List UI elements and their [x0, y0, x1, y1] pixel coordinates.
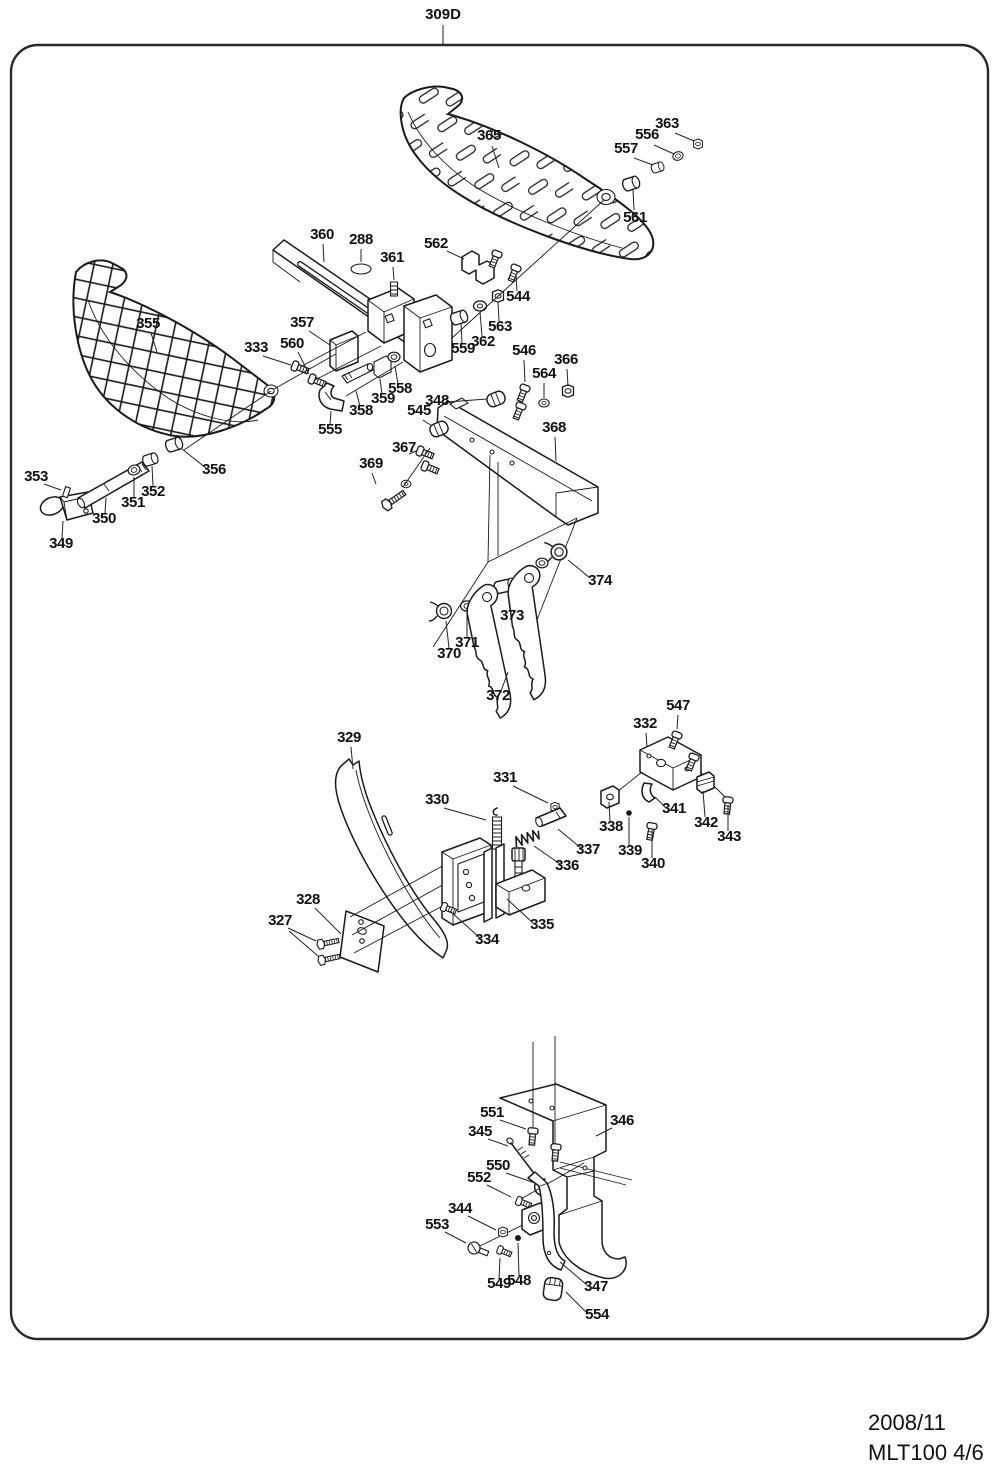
- part-label-545: 545: [407, 402, 431, 419]
- part-362-washer: [474, 301, 487, 311]
- part-label-334: 334: [475, 931, 499, 948]
- figure-id: 309D: [425, 6, 461, 23]
- part-label-374: 374: [588, 572, 612, 589]
- footer-date: 2008/11: [868, 1410, 946, 1435]
- part-label-557: 557: [614, 140, 638, 157]
- part-label-547: 547: [666, 697, 690, 714]
- part-label-347: 347: [584, 1278, 608, 1295]
- part-label-348: 348: [425, 392, 449, 409]
- part-label-363: 363: [655, 115, 679, 132]
- part-label-332: 332: [633, 715, 657, 732]
- part-338-clip-nut: [601, 786, 619, 808]
- part-label-558: 558: [388, 380, 412, 397]
- part-label-550: 550: [486, 1157, 510, 1174]
- part-label-552: 552: [467, 1169, 491, 1186]
- part-label-357: 357: [290, 314, 314, 331]
- part-label-370: 370: [437, 645, 461, 662]
- part-344-nut: [499, 1227, 508, 1237]
- part-label-560: 560: [280, 335, 304, 352]
- part-label-336: 336: [555, 857, 579, 874]
- part-label-328: 328: [296, 891, 320, 908]
- part-label-564: 564: [532, 365, 556, 382]
- part-label-362: 362: [471, 333, 495, 350]
- part-label-288: 288: [349, 231, 373, 248]
- part-label-553: 553: [425, 1216, 449, 1233]
- part-label-352: 352: [141, 483, 165, 500]
- part-label-554: 554: [585, 1306, 609, 1323]
- part-288-hole: [351, 264, 371, 274]
- part-label-366: 366: [554, 351, 578, 368]
- part-374-washer: [536, 558, 548, 568]
- part-label-369: 369: [359, 455, 383, 472]
- part-label-546: 546: [512, 342, 536, 359]
- part-label-327: 327: [268, 912, 292, 929]
- part-label-355: 355: [136, 315, 160, 332]
- part-label-551: 551: [480, 1104, 504, 1121]
- part-label-346: 346: [610, 1112, 634, 1129]
- part-label-339: 339: [618, 842, 642, 859]
- part-label-367: 367: [392, 439, 416, 456]
- part-label-365: 365: [477, 127, 501, 144]
- part-361-set-screw: [391, 282, 398, 296]
- part-label-555: 555: [318, 421, 342, 438]
- part-367-washer: [401, 480, 411, 488]
- part-label-561: 561: [623, 209, 647, 226]
- part-label-359: 359: [371, 390, 395, 407]
- part-366-nut: [563, 385, 574, 397]
- part-558-ring: [388, 352, 400, 362]
- part-564-washer: [539, 399, 549, 407]
- part-label-373: 373: [500, 607, 524, 624]
- part-label-349: 349: [49, 535, 73, 552]
- part-label-331: 331: [493, 769, 517, 786]
- part-label-340: 340: [641, 855, 665, 872]
- part-363-nut: [694, 139, 703, 149]
- part-label-333: 333: [244, 339, 268, 356]
- part-label-353: 353: [24, 468, 48, 485]
- part-label-549: 549: [487, 1275, 511, 1292]
- part-label-368: 368: [542, 419, 566, 436]
- part-label-329: 329: [337, 729, 361, 746]
- part-label-343: 343: [717, 828, 741, 845]
- part-label-335: 335: [530, 916, 554, 933]
- part-label-351: 351: [121, 494, 145, 511]
- part-label-544: 544: [506, 288, 530, 305]
- part-label-360: 360: [310, 226, 334, 243]
- part-548-pin: [515, 1235, 521, 1241]
- part-label-356: 356: [202, 461, 226, 478]
- part-label-548: 548: [507, 1272, 531, 1289]
- part-554-cap: [543, 1277, 564, 1301]
- part-label-556: 556: [635, 126, 659, 143]
- part-label-350: 350: [92, 510, 116, 527]
- part-label-559: 559: [451, 340, 475, 357]
- part-label-330: 330: [425, 791, 449, 808]
- part-label-344: 344: [448, 1200, 472, 1217]
- part-label-337: 337: [576, 841, 600, 858]
- part-label-361: 361: [380, 249, 404, 266]
- part-label-371: 371: [455, 634, 479, 651]
- part-label-358: 358: [349, 402, 373, 419]
- part-label-563: 563: [488, 318, 512, 335]
- part-339-ball: [626, 810, 632, 816]
- part-label-345: 345: [468, 1123, 492, 1140]
- part-label-342: 342: [694, 814, 718, 831]
- part-label-562: 562: [424, 235, 448, 252]
- part-342-clip: [697, 772, 714, 793]
- part-label-338: 338: [599, 818, 623, 835]
- part-label-372: 372: [486, 687, 510, 704]
- part-label-341: 341: [662, 800, 686, 817]
- footer-model: MLT100 4/6: [868, 1440, 984, 1465]
